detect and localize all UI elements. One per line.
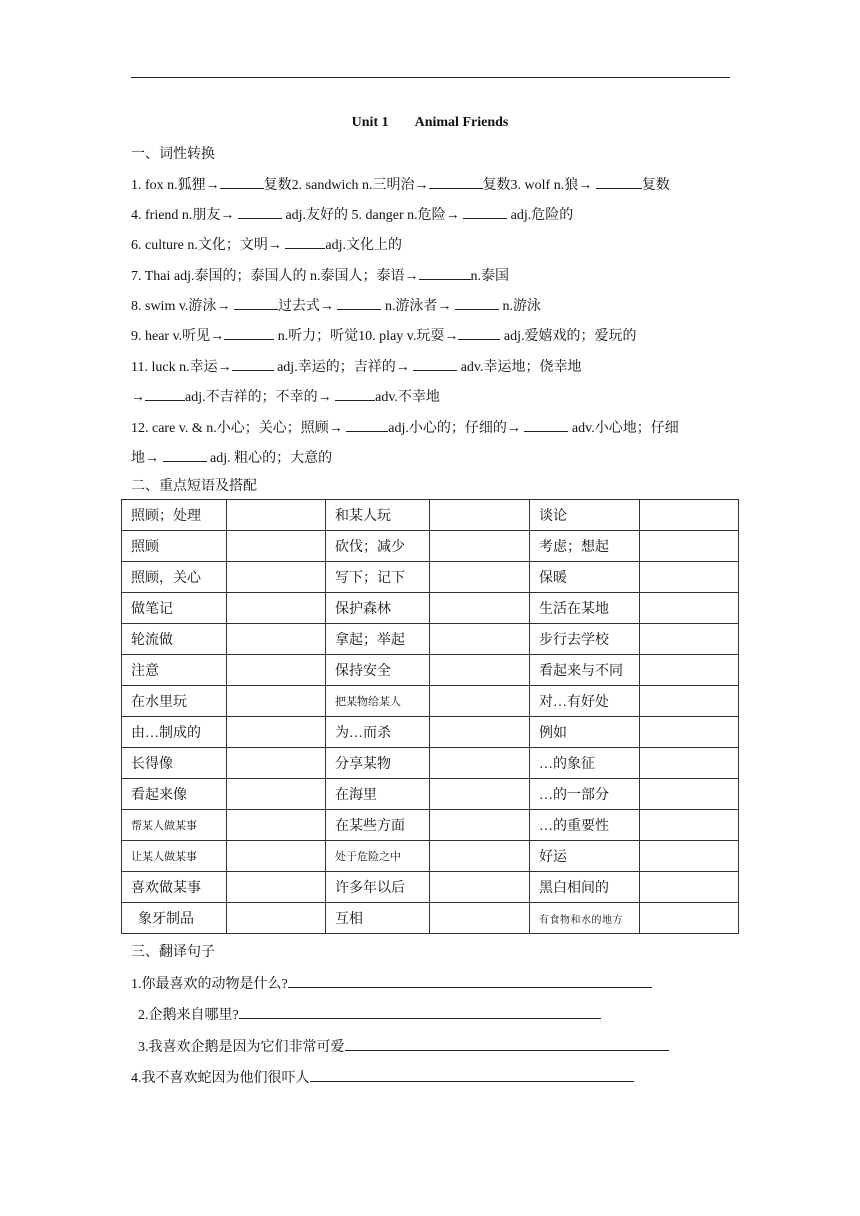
phrase-cell: 保护森林 (326, 593, 430, 624)
answer-blank[interactable] (239, 1004, 601, 1019)
answer-cell[interactable] (640, 593, 739, 624)
phrase-cell: 长得像 (122, 748, 227, 779)
phrase-cell: 考虑；想起 (530, 531, 640, 562)
answer-cell[interactable] (227, 779, 326, 810)
exercise-line-1: 1. fox n.狐狸→ 复数2. sandwich n.三明治→ 复数3. wolf n.狼→ 复数 (131, 174, 670, 196)
unit-label: Unit 1 (351, 115, 389, 130)
answer-cell[interactable] (640, 686, 739, 717)
answer-cell[interactable] (430, 872, 530, 903)
table-row (122, 841, 739, 872)
translate-line-4: 4.我不喜欢蛇因为他们很吓人 (131, 1067, 634, 1089)
exercise-line-4: 7. Thai adj.泰国的；泰国人的 n.泰国人；泰语→ n.泰国 (131, 265, 509, 287)
answer-cell[interactable] (227, 500, 326, 531)
answer-cell[interactable] (640, 562, 739, 593)
answer-cell[interactable] (227, 748, 326, 779)
table-row (122, 717, 739, 748)
answer-cell[interactable] (227, 686, 326, 717)
answer-cell[interactable] (640, 748, 739, 779)
answer-cell[interactable] (430, 531, 530, 562)
phrase-cell: 让某人做某事 (122, 841, 227, 872)
header-rule (131, 77, 730, 78)
phrase-cell: 步行去学校 (530, 624, 640, 655)
phrase-cell: 拿起；举起 (326, 624, 430, 655)
page-title (0, 115, 860, 131)
answer-cell[interactable] (640, 500, 739, 531)
table-row (122, 531, 739, 562)
exercise-line-9: 12. care v. & n.小心；关心；照顾→ adj.小心的；仔细的→ adv.小心地；仔细 (131, 417, 679, 439)
answer-cell[interactable] (640, 717, 739, 748)
answer-blank[interactable] (335, 386, 375, 401)
answer-cell[interactable] (430, 903, 530, 934)
table-row (122, 748, 739, 779)
exercise-line-5: 8. swim v.游泳→ 过去式→ n.游泳者→ n.游泳 (131, 295, 541, 317)
answer-cell[interactable] (430, 593, 530, 624)
table-row (122, 810, 739, 841)
table-row (122, 686, 739, 717)
answer-cell[interactable] (227, 841, 326, 872)
phrase-cell: 由…制成的 (122, 717, 227, 748)
phrase-cell: 互相 (326, 903, 430, 934)
phrase-cell: …的象征 (530, 748, 640, 779)
phrase-cell: 对…有好处 (530, 686, 640, 717)
phrase-cell: 在水里玩 (122, 686, 227, 717)
answer-cell[interactable] (640, 655, 739, 686)
unit-name: Animal Friends (414, 115, 509, 130)
answer-blank[interactable] (285, 234, 325, 249)
translate-line-3: 3.我喜欢企鹅是因为它们非常可爱 (131, 1036, 669, 1058)
phrase-cell: 处于危险之中 (326, 841, 430, 872)
section1-heading: 一、词性转换 (131, 147, 215, 162)
phrase-cell: 把某物给某人 (326, 686, 430, 717)
table-row (122, 655, 739, 686)
answer-blank[interactable] (524, 417, 568, 432)
answer-cell[interactable] (430, 748, 530, 779)
phrase-cell: 帮某人做某事 (122, 810, 227, 841)
answer-blank[interactable] (419, 265, 471, 280)
answer-blank[interactable] (238, 204, 282, 219)
answer-blank[interactable] (463, 204, 507, 219)
answer-blank[interactable] (413, 356, 457, 371)
answer-cell[interactable] (227, 810, 326, 841)
answer-blank[interactable] (455, 295, 499, 310)
phrase-cell: 轮流做 (122, 624, 227, 655)
answer-cell[interactable] (640, 903, 739, 934)
table-row (122, 624, 739, 655)
phrase-cell: 做笔记 (122, 593, 227, 624)
answer-cell[interactable] (640, 531, 739, 562)
answer-cell[interactable] (227, 562, 326, 593)
phrase-cell: 黑白相间的 (530, 872, 640, 903)
phrase-cell: 注意 (122, 655, 227, 686)
phrase-cell: 分享某物 (326, 748, 430, 779)
answer-blank[interactable] (145, 386, 185, 401)
answer-blank[interactable] (596, 174, 642, 189)
answer-blank[interactable] (232, 356, 274, 371)
answer-blank[interactable] (310, 1067, 634, 1082)
phrase-cell: 喜欢做某事 (122, 872, 227, 903)
answer-cell[interactable] (227, 872, 326, 903)
phrase-cell: 许多年以后 (326, 872, 430, 903)
answer-cell[interactable] (227, 717, 326, 748)
phrase-cell: 照顾 (122, 531, 227, 562)
answer-cell[interactable] (640, 872, 739, 903)
phrase-cell: 砍伐；减少 (326, 531, 430, 562)
exercise-line-3: 6. culture n.文化；文明→ adj.文化上的 (131, 234, 402, 256)
answer-blank[interactable] (224, 325, 274, 340)
phrase-cell: 好运 (530, 841, 640, 872)
answer-cell[interactable] (227, 624, 326, 655)
answer-cell[interactable] (640, 841, 739, 872)
answer-cell[interactable] (227, 531, 326, 562)
phrase-cell: 看起来与不同 (530, 655, 640, 686)
phrase-cell: 写下；记下 (326, 562, 430, 593)
answer-cell[interactable] (227, 655, 326, 686)
phrase-cell: 在海里 (326, 779, 430, 810)
table-row (122, 779, 739, 810)
answer-cell[interactable] (640, 779, 739, 810)
phrase-cell: 生活在某地 (530, 593, 640, 624)
phrase-cell: 为…而杀 (326, 717, 430, 748)
answer-cell[interactable] (227, 903, 326, 934)
phrase-cell: 有食物和水的地方 (530, 903, 640, 934)
table-row (122, 562, 739, 593)
table-row (122, 872, 739, 903)
exercise-line-8: → adj.不吉祥的；不幸的→ adv.不幸地 (131, 386, 440, 408)
answer-blank[interactable] (458, 325, 500, 340)
answer-blank[interactable] (337, 295, 381, 310)
answer-cell[interactable] (430, 717, 530, 748)
phrase-cell: 照顾，关心 (122, 562, 227, 593)
section3-heading: 三、翻译句子 (131, 945, 215, 960)
answer-cell[interactable] (430, 562, 530, 593)
phrase-cell: …的重要性 (530, 810, 640, 841)
translate-line-2: 2.企鹅来自哪里? (131, 1004, 601, 1026)
exercise-line-10: 地→ adj. 粗心的；大意的 (131, 447, 332, 469)
section2-heading: 二、重点短语及搭配 (131, 479, 257, 494)
translate-line-1: 1.你最喜欢的动物是什么? (131, 973, 652, 995)
table-row (122, 593, 739, 624)
answer-cell[interactable] (640, 810, 739, 841)
phrase-cell: 和某人玩 (326, 500, 430, 531)
answer-cell[interactable] (430, 624, 530, 655)
exercise-line-7: 11. luck n.幸运→ adj.幸运的；吉祥的→ adv.幸运地；侥幸地 (131, 356, 582, 378)
answer-blank[interactable] (234, 295, 278, 310)
answer-cell[interactable] (430, 841, 530, 872)
phrase-cell: 谈论 (530, 500, 640, 531)
answer-blank[interactable] (163, 447, 207, 462)
phrase-cell: …的一部分 (530, 779, 640, 810)
answer-cell[interactable] (430, 500, 530, 531)
phrase-cell: 看起来像 (122, 779, 227, 810)
phrase-table (121, 499, 739, 934)
phrase-cell: 照顾；处理 (122, 500, 227, 531)
phrase-cell: 在某些方面 (326, 810, 430, 841)
phrase-cell: 例如 (530, 717, 640, 748)
exercise-line-2: 4. friend n.朋友→ adj.友好的 5. danger n.危险→ adj.危险的 (131, 204, 573, 226)
answer-blank[interactable] (345, 1036, 669, 1051)
phrase-cell: 保暖 (530, 562, 640, 593)
answer-cell[interactable] (430, 686, 530, 717)
answer-cell[interactable] (640, 624, 739, 655)
answer-blank[interactable] (429, 174, 483, 189)
answer-cell[interactable] (227, 593, 326, 624)
answer-cell[interactable] (430, 655, 530, 686)
answer-cell[interactable] (430, 779, 530, 810)
phrase-cell: 保持安全 (326, 655, 430, 686)
answer-cell[interactable] (430, 810, 530, 841)
phrase-cell: 象牙制品 (122, 903, 227, 934)
answer-blank[interactable] (288, 973, 652, 988)
answer-blank[interactable] (346, 417, 388, 432)
table-row (122, 500, 739, 531)
answer-blank[interactable] (220, 174, 264, 189)
exercise-line-6: 9. hear v.听见→ n.听力；听觉10. play v.玩耍→ adj.爱嬉戏的；爱玩的 (131, 325, 637, 347)
table-row (122, 903, 739, 934)
